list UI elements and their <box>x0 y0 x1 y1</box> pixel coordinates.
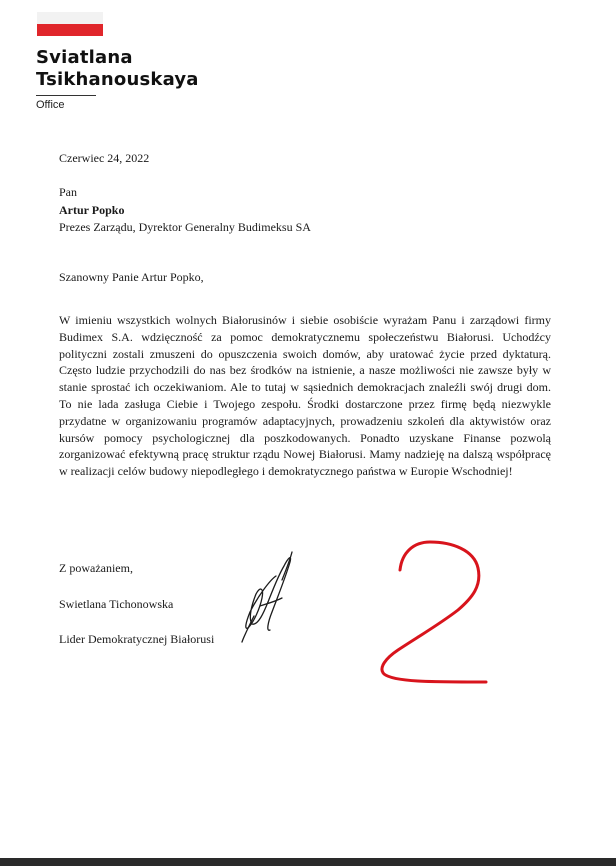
signature-strokes <box>242 552 292 642</box>
letterhead-first-name: Sviatlana <box>36 47 133 68</box>
signer-name: Swietlana Tichonowska <box>59 597 174 611</box>
number-two-stroke <box>382 542 486 682</box>
salutation: Szanowny Panie Artur Popko, <box>59 270 204 284</box>
recipient-name: Artur Popko <box>59 203 125 217</box>
letter-body: W imieniu wszystkich wolnych Białorusinów i siebie osobiście wyrażam Panu i zarządowi firmy Budimex S.A. wdzięczność za pomoc demokratycznemu społeczeństwu Białorusi. Uchodźcy polityczni zostali zmuszeni do opuszczenia swoich domów, aby uratować życie przed dyktaturą. Często ludzie przychodzili do nas bez środków na istnienie, a nasze możliwości nie zawsze były w stanie sprostać ich oczekiwaniom. Ale to tutaj w sąsiednich demokracjach znaleźli swój drugi dom. To nie lada zasługa Ciebie i Twojego zespołu. Środki dostarczone przez firmę będą niezwykle przydatne w organizowaniu programów adaptacyjnych, prowadzeniu szkoleń dla aktywistów oraz kursów pomocy psychologicznej dla poszkodowanych. Ponadto uzyskane Finanse pozwolą zorganizować efektywną pracę struktur rządu Nowej Białorusi. Mamy nadzieję na dalszą współpracę w realizacji celów budowy niepodległego i demokratycznego państwa w Europie Wschodniej! <box>59 313 551 479</box>
letterhead-last-name: Tsikhanouskaya <box>36 69 199 90</box>
flag-red-stripe <box>37 24 103 36</box>
recipient-position: Prezes Zarządu, Dyrektor Generalny Budimeksu SA <box>59 220 311 234</box>
letter-date: Czerwiec 24, 2022 <box>59 151 150 165</box>
flag-white-stripe <box>37 12 103 24</box>
handwritten-number-mark <box>370 538 500 698</box>
bottom-edge-bar <box>0 858 616 866</box>
closing: Z poważaniem, <box>59 561 133 575</box>
signer-title: Lider Demokratycznej Białorusi <box>59 632 215 646</box>
recipient-title: Pan <box>59 185 77 199</box>
letterhead-office: Office <box>36 99 65 111</box>
handwritten-signature <box>236 546 300 646</box>
letterhead-divider <box>36 95 96 96</box>
